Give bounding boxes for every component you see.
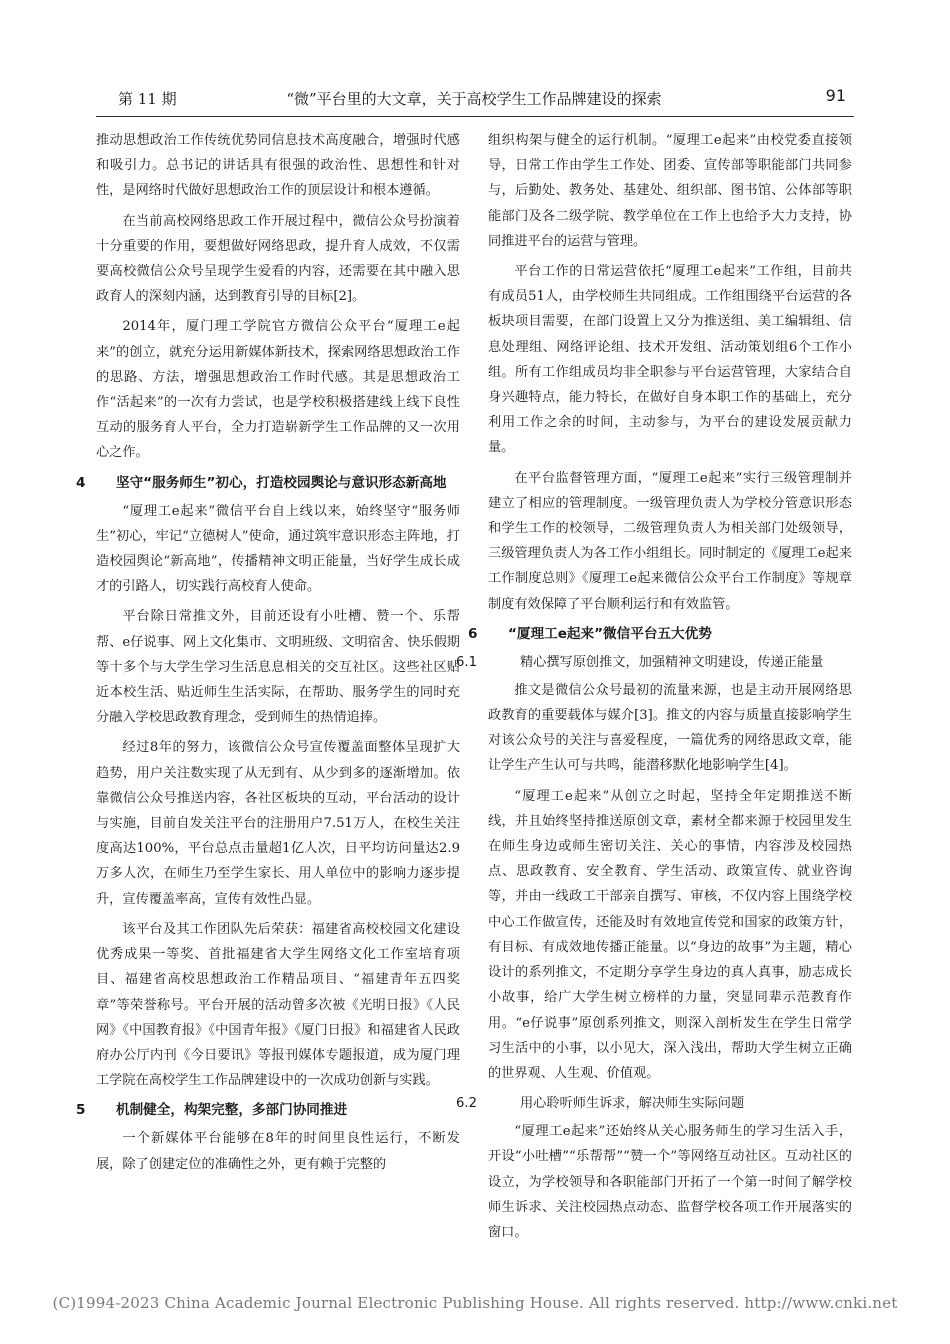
right-column (456, 128, 852, 1250)
section-heading (76, 1098, 460, 1123)
body-paragraph: “厦理工e起来”还始终从关心服务师生的学习生活入手，开设“小吐槽”“乐帮帮”“赞一个”等网络互动社区。互动社区的设立，为学校领导和各职能部门开拓了一个第一时间了解学校师生诉求、关注校园热点动态、监督学校各项工作开展落实的窗口。 (488, 1124, 852, 1240)
header-rule (96, 116, 854, 117)
heading-number: 6.1 (456, 654, 477, 670)
body-paragraph: “厦理工e起来”微信平台自上线以来，始终坚守“服务师生”初心，牢记“立德树人”使命，通过筑牢意识形态主阵地，打造校园舆论“新高地”，传播精神文明正能量，当好学生成长成才的引路人，切实践行高校育人使命。 (96, 503, 460, 595)
page-number: 91 (825, 86, 846, 105)
section-heading (76, 471, 460, 496)
running-header (96, 86, 852, 114)
body-paragraph: 一个新媒体平台能够在8年的时间里良性运行，不断发展，除了创建定位的准确性之外，更有赖于完整的 (96, 1131, 460, 1172)
body-paragraph: 在平台监督管理方面，“厦理工e起来”实行三级管理制并建立了相应的管理制度。一级管理负责人为学校分管意识形态和学生工作的校领导，二级管理负责人为相关部门处级领导，三级管理负责人为各工作小组组长。同时制定的《厦理工e起来工作制度总则》《厦理工e起来微信公众平台工作制度》等规章制度有效保障了平台顺利运行和有效监管。 (488, 470, 852, 612)
heading-number: 5 (76, 1102, 86, 1119)
heading-number: 6 (468, 625, 478, 642)
body-paragraph: 经过8年的努力，该微信公众号宣传覆盖面整体呈现扩大趋势，用户关注数实现了从无到有、从少到多的逐渐增加。依靠微信公众号推送内容，各社区板块的互动，平台活动的设计与实施，目前自发关注平台的注册用户7.51万人，在校生关注度高达100%，平台总点击量超1亿人次，日平均访问量达2.9万多人次，在师生乃至学生家长、用人单位中的影响力逐步提升，宣传覆盖率高，宣传有效性凸显。 (96, 740, 460, 907)
heading-text: “厦理工e起来”微信平台五大优势 (508, 625, 712, 642)
body-paragraph: 推动思想政治工作传统优势同信息技术高度融合，增强时代感和吸引力。总书记的讲话具有很强的政治性、思想性和针对性，是网络时代做好思想政治工作的顶层设计和根本遵循。 (96, 133, 460, 199)
heading-text: 精心撰写原创推文，加强精神文明建设，传递正能量 (520, 654, 824, 670)
article-running-title: “微”平台里的大文章，关于高校学生工作品牌建设的探索 (286, 90, 662, 108)
body-paragraph: 2014年，厦门理工学院官方微信公众平台“厦理工e起来”的创立，就充分运用新媒体新技术，探索网络思想政治工作的思路、方法，增强思想政治工作时代感。其是思想政治工作“活起来”的一次有力尝试，也是学校积极搭建线上线下良性互动的服务育人平台，全力打造崭新学生工作品牌的又一次用心之作。 (96, 319, 460, 461)
heading-number: 4 (76, 474, 86, 491)
heading-number: 6.2 (456, 1096, 477, 1112)
subsection-heading (456, 1091, 852, 1116)
copyright-footer: (C)1994-2023 China Academic Journal Electronic Publishing House. All rights reserved. http://www.cnki.net (52, 1294, 898, 1312)
subsection-heading (456, 650, 852, 675)
issue-label: 第 11 期 (118, 90, 177, 108)
heading-text: 坚守“服务师生”初心，打造校园舆论与意识形态新高地 (116, 474, 447, 491)
body-paragraph: “厦理工e起来”从创立之时起，坚持全年定期推送不断线，并且始终坚持推送原创文章，素材全都来源于校园里发生在师生身边或师生密切关注、关心的事情，内容涉及校园热点、思政教育、安全教育、学生活动、政策宣传、就业咨询等，并由一线政工干部亲自撰写、审核，不仅内容上围绕学校中心工作做宣传，还能及时有效地宣传党和国家的政策方针，有目标、有成效地传播正能量。以“身边的故事”为主题，精心设计的系列推文，不定期分享学生身边的真人真事，励志成长小故事，给广大学生树立榜样的力量，突显同辈示范教育作用。“e仔说事”原创系列推文，则深入剖析发生在学生日常学习生活中的小事，以小见大，深入浅出，帮助大学生树立正确的世界观、人生观、价值观。 (488, 788, 852, 1081)
body-paragraph: 组织构架与健全的运行机制。“厦理工e起来”由校党委直接领导，日常工作由学生工作处、团委、宣传部等职能部门共同参与，后勤处、教务处、基建处、组织部、图书馆、公体部等职能部门及各二级学院、教学单位在工作上也给予大力支持，协同推进平台的运营与管理。 (488, 133, 852, 249)
left-column (76, 128, 460, 1182)
body-paragraph: 推文是微信公众号最初的流量来源，也是主动开展网络思政教育的重要载体与媒介[3]。推文的内容与质量直接影响学生对该公众号的关注与喜爱程度，一篇优秀的网络思政文章，能让学生产生认可与共鸣，能潜移默化地影响学生[4]。 (488, 682, 852, 774)
heading-text: 用心聆听师生诉求，解决师生实际问题 (520, 1096, 745, 1112)
heading-text: 机制健全，构架完整，多部门协同推进 (116, 1102, 348, 1119)
body-paragraph: 平台工作的日常运营依托“厦理工e起来”工作组，目前共有成员51人，由学校师生共同组成。工作组围绕平台运营的各板块项目需要，在部门设置上又分为推送组、美工编辑组、信息处理组、网络评论组、技术开发组、活动策划组6个工作小组。所有工作组成员均非全职参与平台运营管理，大家结合自身兴趣特点，能力特长，在做好自身本职工作的基础上，充分利用工作之余的时间，主动参与，为平台的建设发展贡献力量。 (488, 264, 852, 456)
body-paragraph: 该平台及其工作团队先后荣获：福建省高校校园文化建设优秀成果一等奖、首批福建省大学生网络文化工作室培育项目、福建省高校思想政治工作精品项目、“福建青年五四奖章”等荣誉称号。平台开展的活动曾多次被《光明日报》《人民网》《中国教育报》《中国青年报》《厦门日报》和福建省人民政府办公厅内刊《今日要讯》等报刊媒体专题报道，成为厦门理工学院在高校学生工作品牌建设中的一次成功创新与实践。 (96, 921, 460, 1089)
body-paragraph: 在当前高校网络思政工作开展过程中，微信公众号扮演着十分重要的作用，要想做好网络思政，提升育人成效，不仅需要高校微信公众号呈现学生爱看的内容，还需要在其中融入思政育人的深刻内涵，达到教育引导的目标[2]。 (96, 213, 460, 305)
section-heading (468, 622, 852, 647)
body-paragraph: 平台除日常推文外，目前还设有小吐槽、赞一个、乐帮帮、e仔说事、网上文化集市、文明班级、文明宿舍、快乐假期等十多个与大学生学习生活息息相关的交互社区。这些社区贴近本校生活、贴近师生生活实际，在帮助、服务学生的同时充分融入学校思政教育理念，受到师生的热情追捧。 (96, 609, 460, 726)
